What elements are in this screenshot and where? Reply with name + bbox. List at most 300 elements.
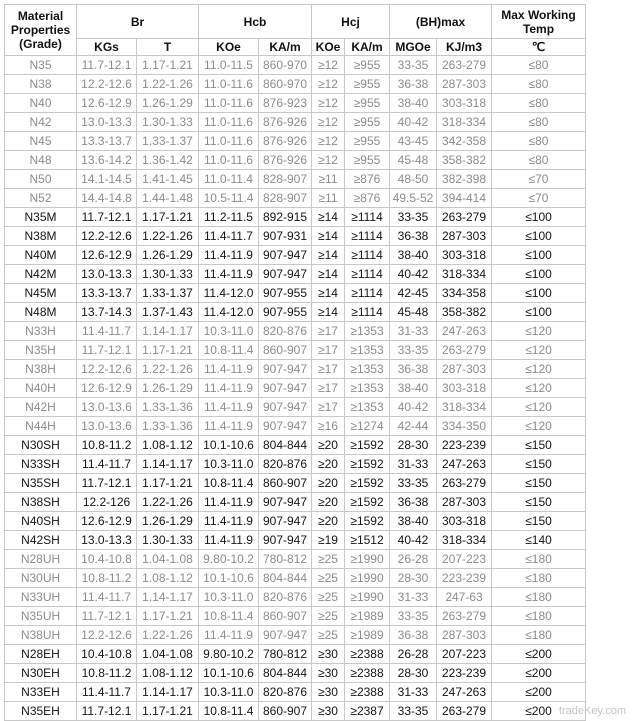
- hcj-koe-cell: ≥20: [312, 512, 345, 531]
- bh-kjm3-cell: 247-263: [437, 455, 492, 474]
- hcb-koe-cell: 11.4-11.9: [199, 626, 259, 645]
- table-row: [5, 94, 586, 113]
- bh-kjm3-cell: 263-279: [437, 607, 492, 626]
- hcb-kam-cell: 907-947: [259, 398, 312, 417]
- grade-cell: N35EH: [5, 702, 77, 721]
- hcj-kam-cell: ≥1353: [345, 360, 390, 379]
- max-temp-cell: ≤180: [492, 588, 586, 607]
- br-kgs-cell: 10.8-11.2: [77, 664, 137, 683]
- hcb-kam-cell: 820-876: [259, 322, 312, 341]
- br-kgs-cell: 11.4-11.7: [77, 588, 137, 607]
- hcj-koe-cell: ≥17: [312, 398, 345, 417]
- hcb-kam-cell: 780-812: [259, 550, 312, 569]
- max-temp-cell: ≤180: [492, 607, 586, 626]
- grade-cell: N33SH: [5, 455, 77, 474]
- bh-mgoe-cell: 31-33: [390, 588, 437, 607]
- magnet-grade-table-container: [4, 4, 586, 721]
- bh-mgoe-cell: 33-35: [390, 56, 437, 75]
- br-kgs-cell: 13.0-13.6: [77, 417, 137, 436]
- hcj-kam-cell: ≥1353: [345, 379, 390, 398]
- table-row: [5, 664, 586, 683]
- hcj-kam-cell: ≥1592: [345, 436, 390, 455]
- table-row: [5, 56, 586, 75]
- br-t-cell: 1.26-1.29: [137, 246, 199, 265]
- bh-mgoe-cell: 38-40: [390, 246, 437, 265]
- br-t-cell: 1.22-1.26: [137, 75, 199, 94]
- bh-kjm3-cell: 223-239: [437, 436, 492, 455]
- grade-cell: N35H: [5, 341, 77, 360]
- hcj-koe-cell: ≥12: [312, 75, 345, 94]
- hcb-koe-cell: 11.0-11.6: [199, 94, 259, 113]
- grade-cell: N38UH: [5, 626, 77, 645]
- bh-mgoe-cell: 33-35: [390, 702, 437, 721]
- hcb-koe-cell: 11.4-11.9: [199, 512, 259, 531]
- table-row: [5, 398, 586, 417]
- br-kgs-cell: 11.7-12.1: [77, 56, 137, 75]
- max-temp-cell: ≤80: [492, 113, 586, 132]
- hcb-kam-cell: 876-923: [259, 94, 312, 113]
- br-kgs-cell: 10.4-10.8: [77, 645, 137, 664]
- unit-hcj-kam: KA/m: [345, 39, 390, 56]
- br-kgs-cell: 11.4-11.7: [77, 455, 137, 474]
- grade-cell: N35M: [5, 208, 77, 227]
- hcb-koe-cell: 11.4-11.9: [199, 265, 259, 284]
- bh-mgoe-cell: 26-28: [390, 645, 437, 664]
- hcj-kam-cell: ≥1990: [345, 550, 390, 569]
- table-row: [5, 417, 586, 436]
- table-row: [5, 341, 586, 360]
- hcb-koe-cell: 11.4-11.9: [199, 246, 259, 265]
- hcb-koe-cell: 11.0-11.6: [199, 132, 259, 151]
- hcb-kam-cell: 892-915: [259, 208, 312, 227]
- br-t-cell: 1.08-1.12: [137, 436, 199, 455]
- max-temp-cell: ≤180: [492, 626, 586, 645]
- hcb-koe-cell: 10.8-11.4: [199, 341, 259, 360]
- bh-mgoe-cell: 45-48: [390, 303, 437, 322]
- br-kgs-cell: 13.0-13.3: [77, 113, 137, 132]
- max-temp-cell: ≤70: [492, 189, 586, 208]
- hcb-koe-cell: 11.0-11.6: [199, 113, 259, 132]
- hcj-koe-cell: ≥25: [312, 550, 345, 569]
- br-t-cell: 1.14-1.17: [137, 455, 199, 474]
- bh-mgoe-cell: 31-33: [390, 455, 437, 474]
- br-t-cell: 1.08-1.12: [137, 664, 199, 683]
- bh-kjm3-cell: 263-279: [437, 702, 492, 721]
- hcb-kam-cell: 907-947: [259, 531, 312, 550]
- br-t-cell: 1.17-1.21: [137, 208, 199, 227]
- br-kgs-cell: 10.4-10.8: [77, 550, 137, 569]
- hcb-kam-cell: 828-907: [259, 170, 312, 189]
- hcb-koe-cell: 9.80-10.2: [199, 645, 259, 664]
- bh-mgoe-cell: 42-45: [390, 284, 437, 303]
- hcj-koe-cell: ≥14: [312, 303, 345, 322]
- br-t-cell: 1.17-1.21: [137, 341, 199, 360]
- br-t-cell: 1.17-1.21: [137, 702, 199, 721]
- hcj-koe-cell: ≥17: [312, 360, 345, 379]
- max-temp-cell: ≤200: [492, 645, 586, 664]
- hcj-koe-cell: ≥25: [312, 607, 345, 626]
- grade-cell: N48M: [5, 303, 77, 322]
- br-kgs-cell: 13.0-13.6: [77, 398, 137, 417]
- max-temp-cell: ≤150: [492, 493, 586, 512]
- hcj-koe-cell: ≥17: [312, 341, 345, 360]
- hcb-kam-cell: 907-947: [259, 417, 312, 436]
- br-t-cell: 1.17-1.21: [137, 607, 199, 626]
- hcj-kam-cell: ≥1114: [345, 303, 390, 322]
- hcb-kam-cell: 860-970: [259, 56, 312, 75]
- hcb-koe-cell: 11.4-11.9: [199, 360, 259, 379]
- hcb-koe-cell: 10.1-10.6: [199, 436, 259, 455]
- br-t-cell: 1.26-1.29: [137, 94, 199, 113]
- hcj-kam-cell: ≥2388: [345, 645, 390, 664]
- hcj-koe-cell: ≥25: [312, 588, 345, 607]
- hcj-koe-cell: ≥17: [312, 322, 345, 341]
- hcj-kam-cell: ≥1989: [345, 626, 390, 645]
- unit-br-kgs: KGs: [77, 39, 137, 56]
- table-row: [5, 132, 586, 151]
- bh-kjm3-cell: 318-334: [437, 531, 492, 550]
- bh-kjm3-cell: 263-279: [437, 56, 492, 75]
- hcb-kam-cell: 907-947: [259, 360, 312, 379]
- hcb-koe-cell: 11.4-12.0: [199, 284, 259, 303]
- bh-kjm3-cell: 318-334: [437, 113, 492, 132]
- hcb-kam-cell: 907-955: [259, 284, 312, 303]
- br-t-cell: 1.33-1.36: [137, 417, 199, 436]
- hcb-kam-cell: 907-947: [259, 512, 312, 531]
- br-t-cell: 1.30-1.33: [137, 531, 199, 550]
- hcj-kam-cell: ≥1114: [345, 265, 390, 284]
- bh-mgoe-cell: 36-38: [390, 227, 437, 246]
- hcb-koe-cell: 10.8-11.4: [199, 607, 259, 626]
- table-row: [5, 588, 586, 607]
- bh-mgoe-cell: 40-42: [390, 398, 437, 417]
- bh-kjm3-cell: 247-263: [437, 322, 492, 341]
- max-temp-cell: ≤200: [492, 683, 586, 702]
- hcj-koe-cell: ≥14: [312, 246, 345, 265]
- table-row: [5, 246, 586, 265]
- table-row: [5, 550, 586, 569]
- table-row: [5, 113, 586, 132]
- bh-mgoe-cell: 28-30: [390, 664, 437, 683]
- bh-kjm3-cell: 303-318: [437, 94, 492, 113]
- hcj-kam-cell: ≥1353: [345, 341, 390, 360]
- hcb-koe-cell: 11.4-11.9: [199, 531, 259, 550]
- hcb-kam-cell: 860-907: [259, 474, 312, 493]
- hcj-koe-cell: ≥11: [312, 170, 345, 189]
- hcj-koe-cell: ≥25: [312, 569, 345, 588]
- table-row: [5, 360, 586, 379]
- max-temp-cell: ≤80: [492, 151, 586, 170]
- br-t-cell: 1.33-1.37: [137, 132, 199, 151]
- hcj-kam-cell: ≥1592: [345, 512, 390, 531]
- hcj-kam-cell: ≥876: [345, 170, 390, 189]
- table-row: [5, 474, 586, 493]
- bh-mgoe-cell: 33-35: [390, 208, 437, 227]
- hcb-koe-cell: 11.4-11.9: [199, 379, 259, 398]
- br-kgs-cell: 12.2-12.6: [77, 227, 137, 246]
- br-kgs-cell: 12.2-12.6: [77, 626, 137, 645]
- bh-kjm3-cell: 287-303: [437, 626, 492, 645]
- br-t-cell: 1.22-1.26: [137, 493, 199, 512]
- table-row: [5, 702, 586, 721]
- max-temp-cell: ≤120: [492, 398, 586, 417]
- max-temp-cell: ≤70: [492, 170, 586, 189]
- hcj-kam-cell: ≥1592: [345, 493, 390, 512]
- grade-cell: N35SH: [5, 474, 77, 493]
- bh-kjm3-cell: 303-318: [437, 246, 492, 265]
- max-temp-cell: ≤100: [492, 265, 586, 284]
- bh-kjm3-cell: 247-263: [437, 683, 492, 702]
- header-row-units: [5, 39, 586, 56]
- bh-kjm3-cell: 358-382: [437, 151, 492, 170]
- br-t-cell: 1.41-1.45: [137, 170, 199, 189]
- hcb-header: Hcb: [199, 5, 312, 39]
- br-kgs-cell: 13.7-14.3: [77, 303, 137, 322]
- bh-kjm3-cell: 342-358: [437, 132, 492, 151]
- max-temp-cell: ≤150: [492, 474, 586, 493]
- max-temp-cell: ≤150: [492, 455, 586, 474]
- br-header: Br: [77, 5, 199, 39]
- hcb-koe-cell: 10.5-11.4: [199, 189, 259, 208]
- bh-mgoe-cell: 26-28: [390, 550, 437, 569]
- grade-cell: N33UH: [5, 588, 77, 607]
- max-temp-cell: ≤180: [492, 569, 586, 588]
- max-temp-cell: ≤80: [492, 75, 586, 94]
- bh-mgoe-cell: 40-42: [390, 265, 437, 284]
- br-kgs-cell: 11.7-12.1: [77, 208, 137, 227]
- hcj-koe-cell: ≥12: [312, 56, 345, 75]
- bh-kjm3-cell: 263-279: [437, 341, 492, 360]
- hcb-koe-cell: 11.4-11.9: [199, 398, 259, 417]
- table-row: [5, 227, 586, 246]
- table-row: [5, 284, 586, 303]
- hcb-kam-cell: 780-812: [259, 645, 312, 664]
- grade-cell: N50: [5, 170, 77, 189]
- br-t-cell: 1.30-1.33: [137, 265, 199, 284]
- max-temp-cell: ≤200: [492, 664, 586, 683]
- br-kgs-cell: 13.0-13.3: [77, 531, 137, 550]
- hcj-koe-cell: ≥12: [312, 132, 345, 151]
- unit-hcb-kam: KA/m: [259, 39, 312, 56]
- hcb-kam-cell: 804-844: [259, 664, 312, 683]
- br-kgs-cell: 11.7-12.1: [77, 341, 137, 360]
- bh-kjm3-cell: 207-223: [437, 645, 492, 664]
- grade-cell: N33H: [5, 322, 77, 341]
- hcj-kam-cell: ≥955: [345, 113, 390, 132]
- bh-mgoe-cell: 28-30: [390, 436, 437, 455]
- hcb-kam-cell: 820-876: [259, 683, 312, 702]
- hcb-koe-cell: 11.0-11.4: [199, 170, 259, 189]
- br-t-cell: 1.22-1.26: [137, 626, 199, 645]
- grade-cell: N42M: [5, 265, 77, 284]
- table-row: [5, 265, 586, 284]
- br-kgs-cell: 13.0-13.3: [77, 265, 137, 284]
- br-kgs-cell: 14.4-14.8: [77, 189, 137, 208]
- unit-bh-mgoe: MGOe: [390, 39, 437, 56]
- hcb-kam-cell: 804-844: [259, 436, 312, 455]
- hcj-kam-cell: ≥1592: [345, 455, 390, 474]
- hcb-kam-cell: 876-926: [259, 132, 312, 151]
- br-t-cell: 1.33-1.36: [137, 398, 199, 417]
- hcb-kam-cell: 860-907: [259, 702, 312, 721]
- hcb-kam-cell: 907-947: [259, 626, 312, 645]
- table-row: [5, 170, 586, 189]
- hcj-kam-cell: ≥2388: [345, 683, 390, 702]
- bh-mgoe-cell: 42-44: [390, 417, 437, 436]
- hcj-kam-cell: ≥1114: [345, 227, 390, 246]
- br-t-cell: 1.14-1.17: [137, 588, 199, 607]
- br-t-cell: 1.33-1.37: [137, 284, 199, 303]
- bh-mgoe-cell: 33-35: [390, 341, 437, 360]
- hcj-koe-cell: ≥30: [312, 702, 345, 721]
- bh-mgoe-cell: 45-48: [390, 151, 437, 170]
- grade-cell: N52: [5, 189, 77, 208]
- br-t-cell: 1.22-1.26: [137, 227, 199, 246]
- bh-kjm3-cell: 303-318: [437, 512, 492, 531]
- br-t-cell: 1.17-1.21: [137, 56, 199, 75]
- br-kgs-cell: 13.6-14.2: [77, 151, 137, 170]
- hcj-koe-cell: ≥11: [312, 189, 345, 208]
- br-kgs-cell: 10.8-11.2: [77, 569, 137, 588]
- br-kgs-cell: 12.2-126: [77, 493, 137, 512]
- max-temp-cell: ≤120: [492, 322, 586, 341]
- bh-kjm3-cell: 358-382: [437, 303, 492, 322]
- max-temp-cell: ≤100: [492, 303, 586, 322]
- grade-cell: N38H: [5, 360, 77, 379]
- hcj-kam-cell: ≥1990: [345, 569, 390, 588]
- hcj-kam-cell: ≥955: [345, 75, 390, 94]
- table-row: [5, 626, 586, 645]
- grade-cell: N40H: [5, 379, 77, 398]
- table-row: [5, 493, 586, 512]
- hcb-kam-cell: 876-926: [259, 113, 312, 132]
- br-kgs-cell: 11.7-12.1: [77, 474, 137, 493]
- bh-kjm3-cell: 247-63: [437, 588, 492, 607]
- grade-cell: N30EH: [5, 664, 77, 683]
- grade-cell: N45: [5, 132, 77, 151]
- bh-kjm3-cell: 287-303: [437, 360, 492, 379]
- hcj-kam-cell: ≥1353: [345, 398, 390, 417]
- br-t-cell: 1.30-1.33: [137, 113, 199, 132]
- hcb-koe-cell: 11.2-11.5: [199, 208, 259, 227]
- hcj-header: Hcj: [312, 5, 390, 39]
- hcj-koe-cell: ≥20: [312, 493, 345, 512]
- hcb-kam-cell: 860-970: [259, 75, 312, 94]
- hcj-koe-cell: ≥16: [312, 417, 345, 436]
- table-row: [5, 645, 586, 664]
- br-t-cell: 1.08-1.12: [137, 569, 199, 588]
- grade-cell: N35: [5, 56, 77, 75]
- hcb-koe-cell: 11.0-11.5: [199, 56, 259, 75]
- grade-cell: N44H: [5, 417, 77, 436]
- br-kgs-cell: 11.7-12.1: [77, 607, 137, 626]
- hcj-kam-cell: ≥2387: [345, 702, 390, 721]
- grade-cell: N30SH: [5, 436, 77, 455]
- bh-mgoe-cell: 43-45: [390, 132, 437, 151]
- bh-kjm3-cell: 223-239: [437, 569, 492, 588]
- grade-cell: N38M: [5, 227, 77, 246]
- hcj-kam-cell: ≥955: [345, 94, 390, 113]
- table-row: [5, 379, 586, 398]
- bh-mgoe-cell: 40-42: [390, 531, 437, 550]
- max-temp-cell: ≤100: [492, 208, 586, 227]
- hcj-koe-cell: ≥14: [312, 284, 345, 303]
- hcj-kam-cell: ≥1114: [345, 284, 390, 303]
- br-kgs-cell: 10.8-11.2: [77, 436, 137, 455]
- br-t-cell: 1.17-1.21: [137, 474, 199, 493]
- table-row: [5, 151, 586, 170]
- hcj-kam-cell: ≥1274: [345, 417, 390, 436]
- max-temp-cell: ≤120: [492, 341, 586, 360]
- bh-mgoe-cell: 31-33: [390, 322, 437, 341]
- table-body: [5, 56, 586, 721]
- bh-kjm3-cell: 263-279: [437, 474, 492, 493]
- table-row: [5, 189, 586, 208]
- hcj-kam-cell: ≥1592: [345, 474, 390, 493]
- br-t-cell: 1.26-1.29: [137, 379, 199, 398]
- hcb-koe-cell: 11.4-11.9: [199, 417, 259, 436]
- hcj-koe-cell: ≥30: [312, 645, 345, 664]
- bh-mgoe-cell: 31-33: [390, 683, 437, 702]
- grade-cell: N45M: [5, 284, 77, 303]
- max-temp-cell: ≤100: [492, 246, 586, 265]
- hcj-koe-cell: ≥20: [312, 436, 345, 455]
- hcb-kam-cell: 907-947: [259, 493, 312, 512]
- header-row-groups: [5, 5, 586, 39]
- hcb-kam-cell: 907-955: [259, 303, 312, 322]
- bh-mgoe-cell: 28-30: [390, 569, 437, 588]
- hcb-koe-cell: 11.4-11.7: [199, 227, 259, 246]
- table-row: [5, 303, 586, 322]
- grade-cell: N40: [5, 94, 77, 113]
- br-t-cell: 1.04-1.08: [137, 550, 199, 569]
- hcb-koe-cell: 11.4-12.0: [199, 303, 259, 322]
- hcj-koe-cell: ≥30: [312, 683, 345, 702]
- hcj-koe-cell: ≥17: [312, 379, 345, 398]
- br-kgs-cell: 12.2-12.6: [77, 75, 137, 94]
- table-row: [5, 569, 586, 588]
- grade-cell: N35UH: [5, 607, 77, 626]
- max-temp-cell: ≤200: [492, 702, 586, 721]
- max-temp-cell: ≤80: [492, 132, 586, 151]
- grade-cell: N33EH: [5, 683, 77, 702]
- hcj-kam-cell: ≥2388: [345, 664, 390, 683]
- grade-cell: N40M: [5, 246, 77, 265]
- hcj-kam-cell: ≥955: [345, 151, 390, 170]
- bh-kjm3-cell: 287-303: [437, 75, 492, 94]
- br-t-cell: 1.26-1.29: [137, 512, 199, 531]
- hcj-kam-cell: ≥955: [345, 132, 390, 151]
- grade-cell: N42SH: [5, 531, 77, 550]
- hcb-kam-cell: 820-876: [259, 588, 312, 607]
- br-t-cell: 1.37-1.43: [137, 303, 199, 322]
- grade-cell: N48: [5, 151, 77, 170]
- hcb-kam-cell: 860-907: [259, 607, 312, 626]
- br-kgs-cell: 12.6-12.9: [77, 94, 137, 113]
- unit-hcb-koe: KOe: [199, 39, 259, 56]
- br-kgs-cell: 13.3-13.7: [77, 132, 137, 151]
- bh-mgoe-cell: 36-38: [390, 360, 437, 379]
- hcb-koe-cell: 10.3-11.0: [199, 588, 259, 607]
- max-temp-cell: ≤120: [492, 360, 586, 379]
- br-kgs-cell: 11.4-11.7: [77, 683, 137, 702]
- hcb-kam-cell: 907-931: [259, 227, 312, 246]
- hcb-koe-cell: 10.8-11.4: [199, 474, 259, 493]
- hcb-koe-cell: 9.80-10.2: [199, 550, 259, 569]
- table-row: [5, 607, 586, 626]
- hcj-koe-cell: ≥20: [312, 455, 345, 474]
- table-row: [5, 455, 586, 474]
